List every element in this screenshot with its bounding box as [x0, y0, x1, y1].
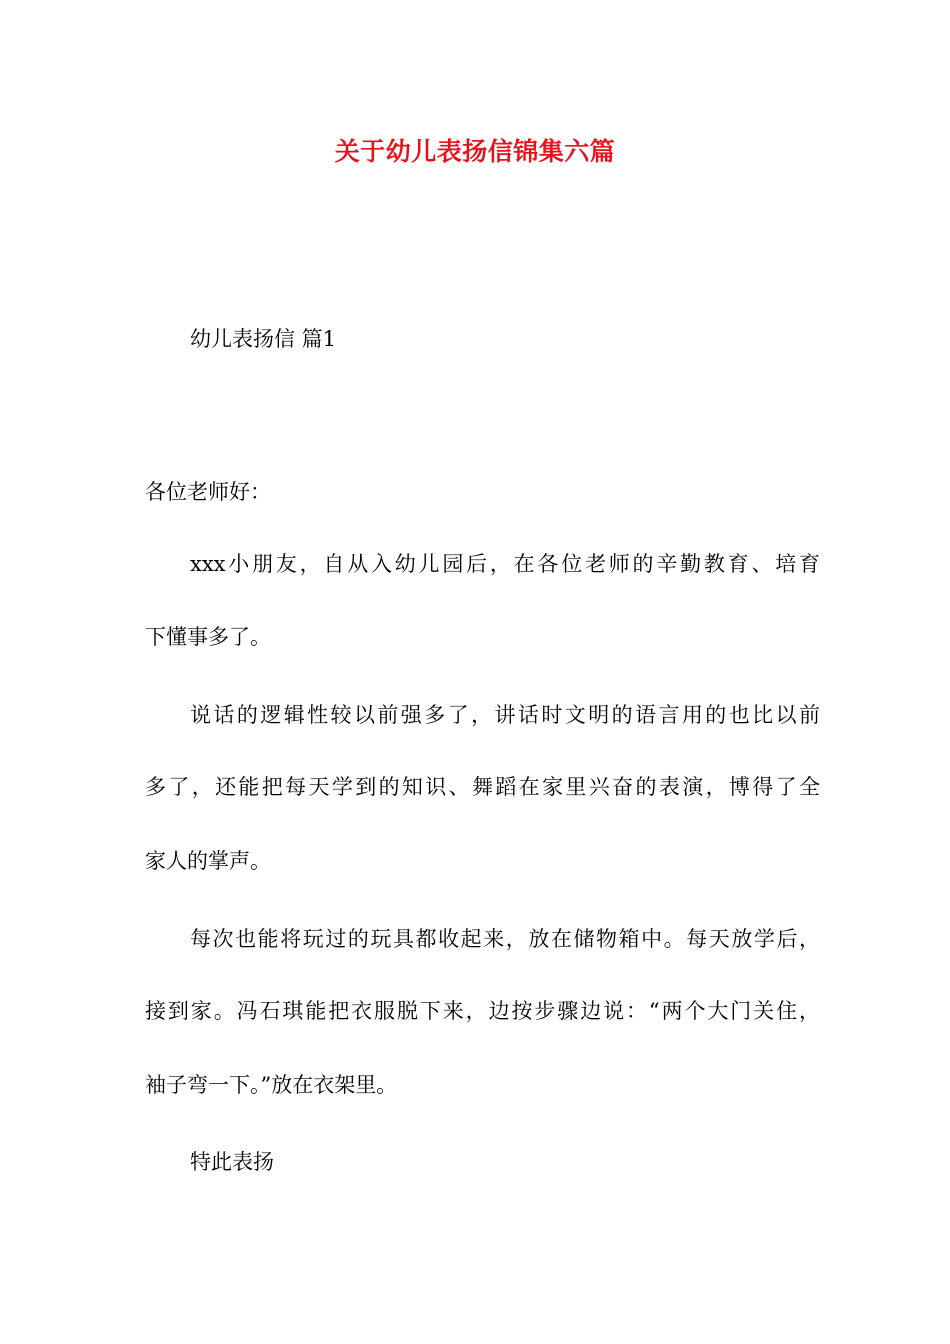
paragraph-1-line-2: 下懂事多了。 — [145, 625, 271, 649]
paragraph-1-line-1: xxx小朋友，自从入幼儿园后，在各位老师的辛勤教育、培育 — [190, 552, 820, 576]
closing-line: 特此表扬 — [190, 1150, 274, 1174]
paragraph-3-line-1: 每次也能将玩过的玩具都收起来，放在储物箱中。每天放学后， — [190, 927, 820, 951]
paragraph-2-line-3: 家人的掌声。 — [145, 849, 271, 873]
paragraph-2-line-2: 多了，还能把每天学到的知识、舞蹈在家里兴奋的表演，博得了全 — [145, 775, 820, 799]
paragraph-3-line-2: 接到家。冯石琪能把衣服脱下来，边按步骤边说：“两个大门关住， — [145, 999, 820, 1023]
section-heading: 幼儿表扬信 篇1 — [190, 327, 337, 351]
paragraph-2-line-1: 说话的逻辑性较以前强多了，讲话时文明的语言用的也比以前 — [190, 703, 820, 727]
salutation: 各位老师好： — [145, 480, 271, 504]
paragraph-3-line-3: 袖子弯一下。”放在衣架里。 — [145, 1073, 398, 1097]
document-title: 关于幼儿表扬信锦集六篇 — [334, 137, 616, 166]
